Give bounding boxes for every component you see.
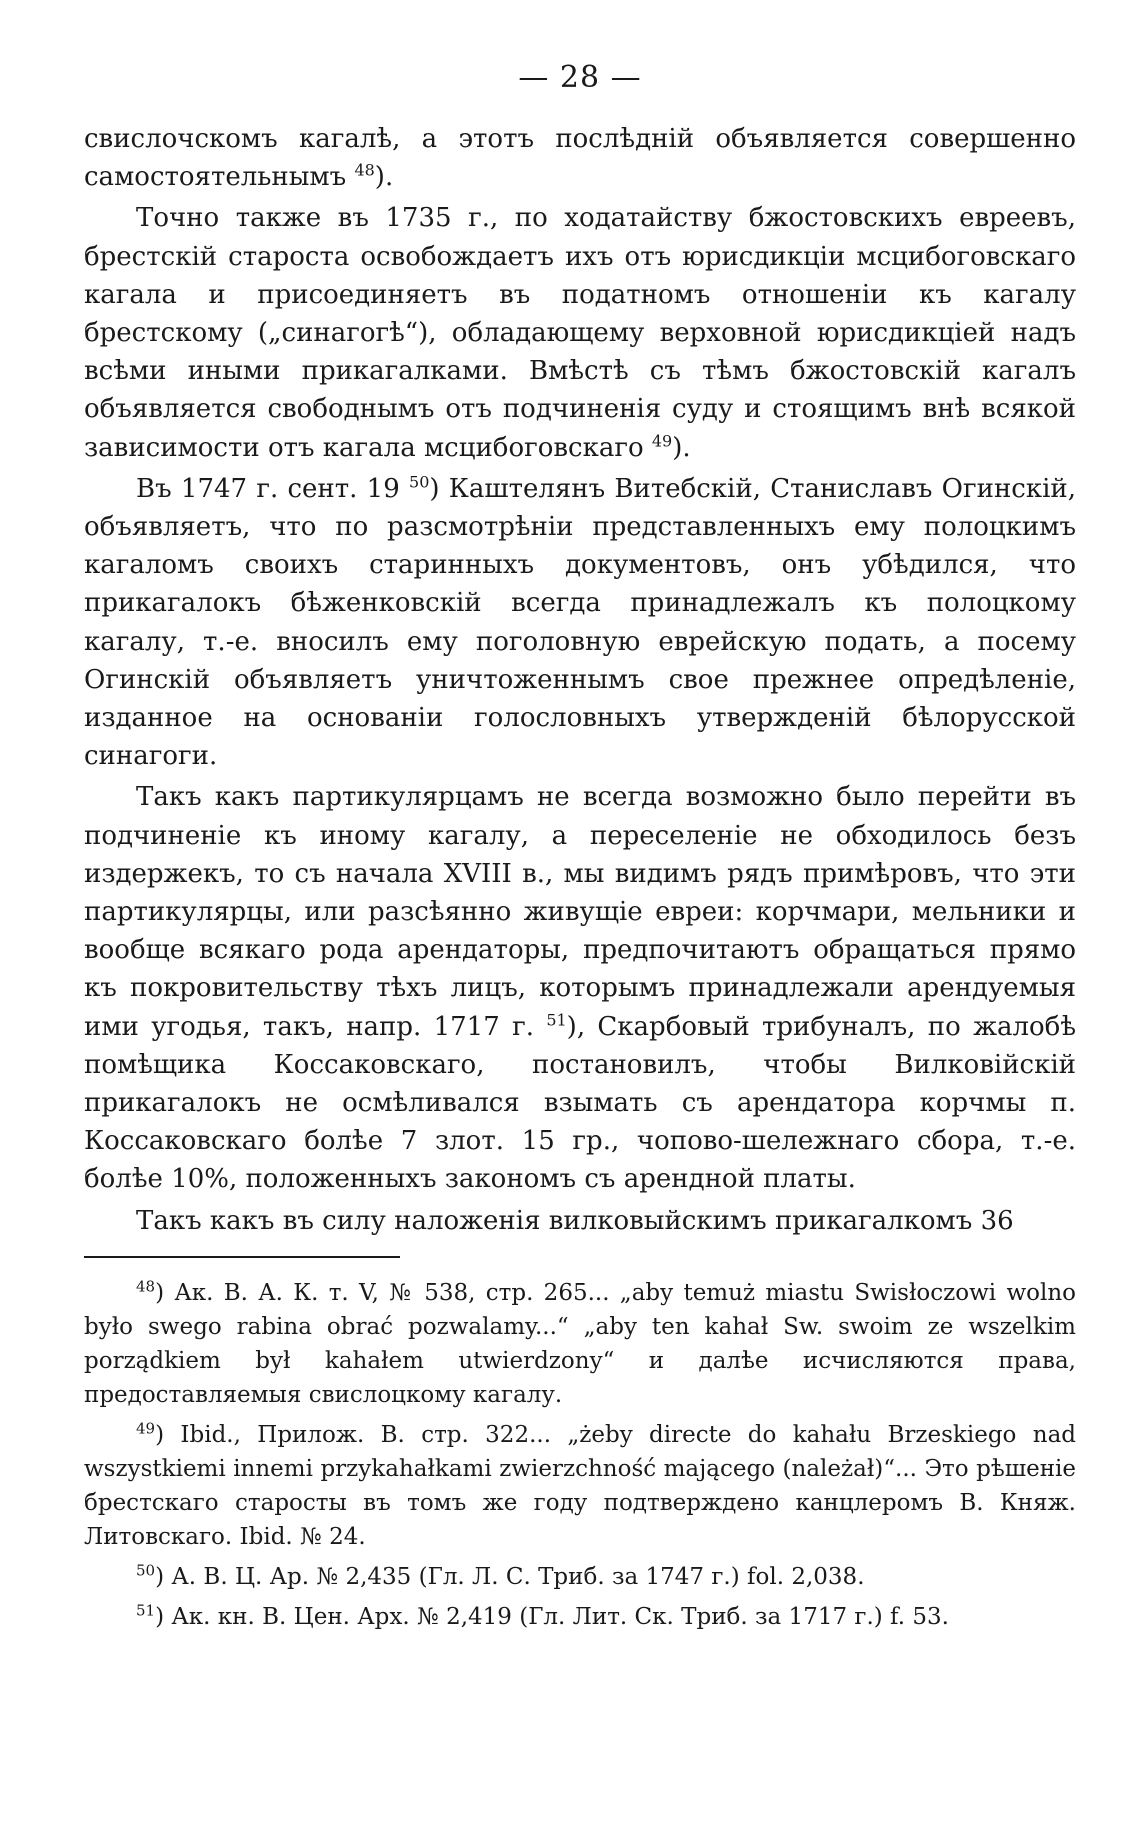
paragraph-text: ), Скарбовый трибуналъ, по жалобѣ помѣщика Коссаковскаго, постановилъ, чтобы Вилковійскій прикагалокъ не осмѣливался взымать съ арендатора корчмы п. Коссаковскаго болѣе 7 злот. 15 гр., чопово-шележнаго сбора, т.-е. болѣе 10%, положенныхъ закономъ съ арендной платы.: [84, 1011, 1077, 1195]
footnote-divider: [84, 1256, 400, 1258]
paragraph-text: Такъ какъ партикулярцамъ не всегда возможно было перейти въ подчиненіе къ иному кагалу, а переселеніе не обходилось безъ издержекъ, то съ начала XVIII в., мы видимъ рядъ примѣровъ, что эти партикулярцы, или разсѣянно живущіе евреи: корчмари, мельники и вообще всякаго рода арендаторы, предпочитаютъ обращаться прямо къ покровительству тѣхъ лицъ, которымъ принадлежали арендуемыя ими угодья, такъ, напр. 1717 г.: [84, 782, 1076, 1042]
footnote-text: ) Ibid., Прилож. В. стр. 322... „żeby directe do kahału Brzeskiego nad wszystkiemi innemi przykahałkami zwierzchność mającego (należał)“... Это рѣшеніе брестскаго старосты въ томъ же году подтверждено канцлеромъ В. Княж. Литовскаго. Ibid. № 24.: [84, 1421, 1076, 1550]
paragraph-text: ).: [374, 162, 394, 193]
paragraph: [84, 1202, 1076, 1240]
footnote-text: ) А. В. Ц. Ар. № 2,435 (Гл. Л. С. Триб. за 1747 г.) fol. 2,038.: [155, 1563, 865, 1590]
footnote-ref: 49: [651, 430, 673, 450]
footnote: [84, 1560, 1076, 1594]
main-text: [84, 120, 1076, 1240]
footnote-mark: 51: [136, 1601, 156, 1620]
paragraph: [84, 778, 1076, 1198]
footnotes: [84, 1276, 1076, 1634]
paragraph: [84, 120, 1076, 196]
paragraph-text: ) Каштелянъ Витебскій, Станиславъ Огинскій, объявляетъ, что по разсмотрѣніи представленныхъ ему полоцкимъ кагаломъ своихъ старинныхъ документовъ, онъ убѣдился, что прикагалокъ бѣженковскій всегда принадлежалъ къ полоцкому кагалу, т.-е. вносилъ ему поголовную еврейскую подать, а посему Огинскій объявляетъ уничтоженнымъ свое прежнее опредѣленіе, изданное на основаніи голословныхъ утвержденій бѣлорусской синагоги.: [84, 473, 1076, 772]
paragraph-text: Точно также въ 1735 г., по ходатайству бжостовскихъ евреевъ, брестскій староста освобождаетъ ихъ отъ юрисдикціи мсцибоговскаго кагала и присоединяетъ въ податномъ отношеніи къ кагалу брестскому („синагогѣ“), обладающему верховной юрисдикціей надъ всѣми иными прикагалками. Вмѣстѣ съ тѣмъ бжостовскій кагалъ объявляется свободнымъ отъ подчиненія суду и стоящимъ внѣ всякой зависимости отъ кагала мсцибоговскаго: [84, 203, 1076, 463]
paragraph-text: свислочскомъ кагалѣ, а этотъ послѣдній объявляется совершенно самостоятельнымъ: [84, 124, 1076, 193]
footnote: [84, 1418, 1076, 1554]
footnote-ref: 50: [409, 472, 430, 492]
footnote: [84, 1276, 1076, 1412]
footnote-text: ) Ак. В. А. К. т. V, № 538, стр. 265... „aby temuż miastu Swisłoczowi wolno było swego rabina obrać pozwalamy...“ „aby ten kahał Sw. swoim ze wszelkim porządkiem był kahałem utwierdzony“ и далѣе исчисляются права, предоставляемыя свислоцкому кагалу.: [84, 1279, 1076, 1408]
footnote-text: ) Ак. кн. В. Цен. Арх. № 2,419 (Гл. Лит. Ск. Триб. за 1717 г.) f. 53.: [155, 1603, 949, 1630]
footnote-ref: 48: [354, 160, 375, 180]
footnote-ref: 51: [546, 1010, 567, 1030]
footnote-mark: 50: [136, 1561, 156, 1580]
paragraph-text: Такъ какъ въ силу наложенія вилковыйскимъ прикагалкомъ 36: [136, 1205, 1014, 1236]
paragraph: [84, 470, 1076, 776]
book-page: [84, 58, 1076, 1634]
page-number: — 28 —: [518, 60, 642, 95]
footnote-mark: 49: [136, 1419, 156, 1438]
footnote: [84, 1600, 1076, 1634]
paragraph-text: ).: [672, 432, 691, 463]
paragraph: [84, 199, 1076, 466]
paragraph-text: Въ 1747 г. сент. 19: [136, 473, 410, 504]
footnote-mark: 48: [136, 1277, 156, 1296]
